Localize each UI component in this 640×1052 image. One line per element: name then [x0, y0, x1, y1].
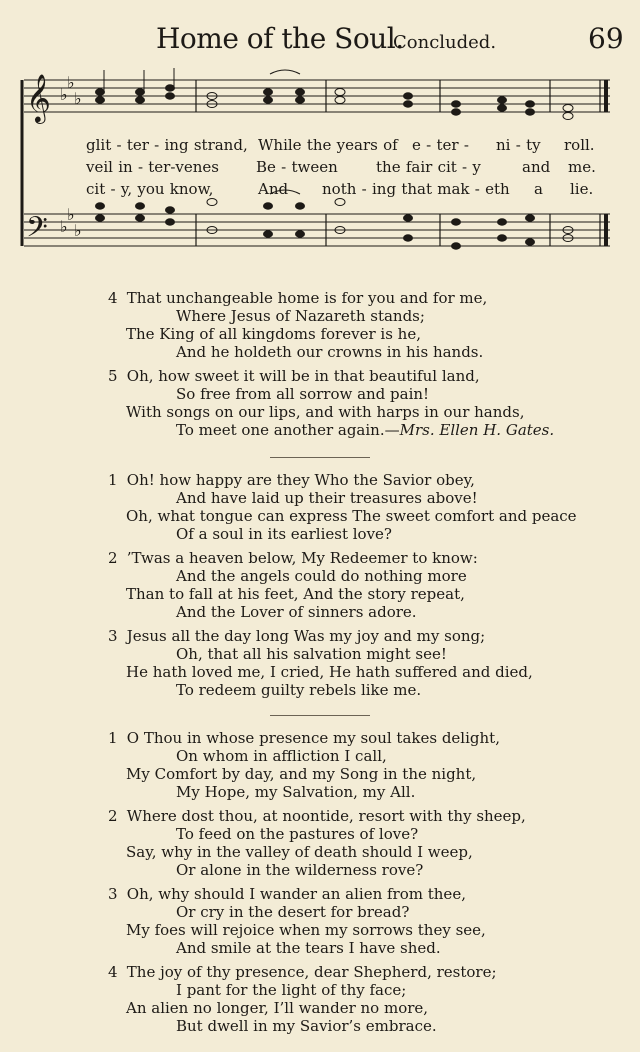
verse-line: 5 Oh, how sweet it will be in that beautiful land, [108, 367, 480, 385]
svg-text:♭: ♭ [67, 73, 75, 92]
verse-line: But dwell in my Savior’s embrace. [176, 1017, 437, 1035]
svg-text:♭: ♭ [74, 89, 82, 108]
hymn-divider [270, 457, 370, 458]
hymn-divider [270, 715, 370, 716]
verse-line: And smile at the tears I have shed. [176, 939, 441, 957]
lyric-fragment: lie. [570, 180, 594, 198]
verse-line: 4 The joy of thy presence, dear Shepherd, restore; [108, 963, 497, 981]
verse-line: Or cry in the desert for bread? [176, 903, 410, 921]
verse-line: 3 Oh, why should I wander an alien from thee, [108, 885, 466, 903]
verse-line: 1 O Thou in whose presence my soul takes delight, [108, 729, 500, 747]
stanza-number: 1 [108, 729, 118, 747]
lyric-fragment: While the years of [258, 136, 398, 154]
svg-text:♭: ♭ [60, 217, 68, 236]
stanza-number: 4 [108, 289, 118, 307]
verse-line: To feed on the pastures of love? [176, 825, 419, 843]
verse-line: And the Lover of sinners adore. [176, 603, 417, 621]
lyric-fragment: me. [568, 158, 596, 176]
verse-line: 2 Where dost thou, at noontide, resort with thy sheep, [108, 807, 526, 825]
stanza-number: 4 [108, 963, 118, 981]
verse-line: Where Jesus of Nazareth stands; [176, 307, 425, 325]
lyric-fragment: noth - ing that mak - eth [322, 180, 510, 198]
bass-staff [24, 214, 610, 246]
verse-line: 2 ’Twas a heaven below, My Redeemer to know: [108, 549, 478, 567]
lyric-fragment: and [522, 158, 551, 176]
verse-line: And he holdeth our crowns in his hands. [176, 343, 484, 361]
page-number: 69 [588, 22, 624, 55]
verse-line: On whom in affliction I call, [176, 747, 387, 765]
lyric-fragment: a [534, 180, 543, 198]
verse-line: My foes will rejoice when my sorrows they see, [126, 921, 486, 939]
verse-line: With songs on our lips, and with harps in our hands, [126, 403, 525, 421]
verse-line: And have laid up their treasures above! [176, 489, 478, 507]
verse-line: And the angels could do nothing more [176, 567, 467, 585]
stanza-number: 2 [108, 807, 118, 825]
verse-line: He hath loved me, I cried, He hath suffered and died, [126, 663, 533, 681]
svg-text:♭: ♭ [74, 221, 82, 240]
stanza-number: 3 [108, 627, 118, 645]
treble-staff [24, 80, 610, 112]
svg-text:𝄞: 𝄞 [26, 73, 51, 122]
verse-line: 3 Jesus all the day long Was my joy and my song; [108, 627, 486, 645]
stanza-number: 3 [108, 885, 118, 903]
verse-line: Or alone in the wilderness rove? [176, 861, 424, 879]
stanza-number: 5 [108, 367, 118, 385]
verse-line: 1 Oh! how happy are they Who the Savior obey, [108, 471, 475, 489]
verse-line: An alien no longer, I’ll wander no more, [126, 999, 429, 1017]
verse-line: To meet one another again.—Mrs. Ellen H. Gates. [176, 421, 555, 439]
hymn-title: Home of the Soul. [156, 22, 404, 55]
verse-line: Of a soul in its earliest love? [176, 525, 392, 543]
verse-line: 4 That unchangeable home is for you and for me, [108, 289, 488, 307]
verse-line: I pant for the light of thy face; [176, 981, 407, 999]
verse-line: My Comfort by day, and my Song in the night, [126, 765, 477, 783]
author-credit: Mrs. Ellen H. Gates. [399, 421, 555, 439]
hymn-subtitle: Concluded. [393, 32, 497, 53]
verse-line: Oh, what tongue can express The sweet comfort and peace [126, 507, 577, 525]
verse-line: To redeem guilty rebels like me. [176, 681, 422, 699]
page-header [0, 18, 640, 58]
svg-text:♭: ♭ [67, 205, 75, 224]
lyric-fragment: cit - y, you know, [86, 180, 214, 198]
verse-line: Than to fall at his feet, And the story repeat, [126, 585, 465, 603]
svg-text:♭: ♭ [60, 85, 68, 104]
stanza-number: 2 [108, 549, 118, 567]
lyric-fragment: ni - ty [496, 136, 541, 154]
lyric-fragment: roll. [564, 136, 595, 154]
lyric-fragment: the fair cit - y [376, 158, 481, 176]
stanza-number: 1 [108, 471, 118, 489]
verse-line: My Hope, my Salvation, my All. [176, 783, 416, 801]
lyric-fragment: veil in - ter-venes [86, 158, 220, 176]
verse-line: So free from all sorrow and pain! [176, 385, 430, 403]
lyric-fragment: e - ter - [412, 136, 469, 154]
svg-text:𝄢: 𝄢 [26, 211, 48, 251]
verse-line: Say, why in the valley of death should I weep, [126, 843, 473, 861]
verse-line: Oh, that all his salvation might see! [176, 645, 447, 663]
lyric-fragment: And [258, 180, 289, 198]
lyric-fragment: glit - ter - ing strand, [86, 136, 248, 154]
lyric-fragment: Be - tween [256, 158, 338, 176]
verse-line: The King of all kingdoms forever is he, [126, 325, 421, 343]
